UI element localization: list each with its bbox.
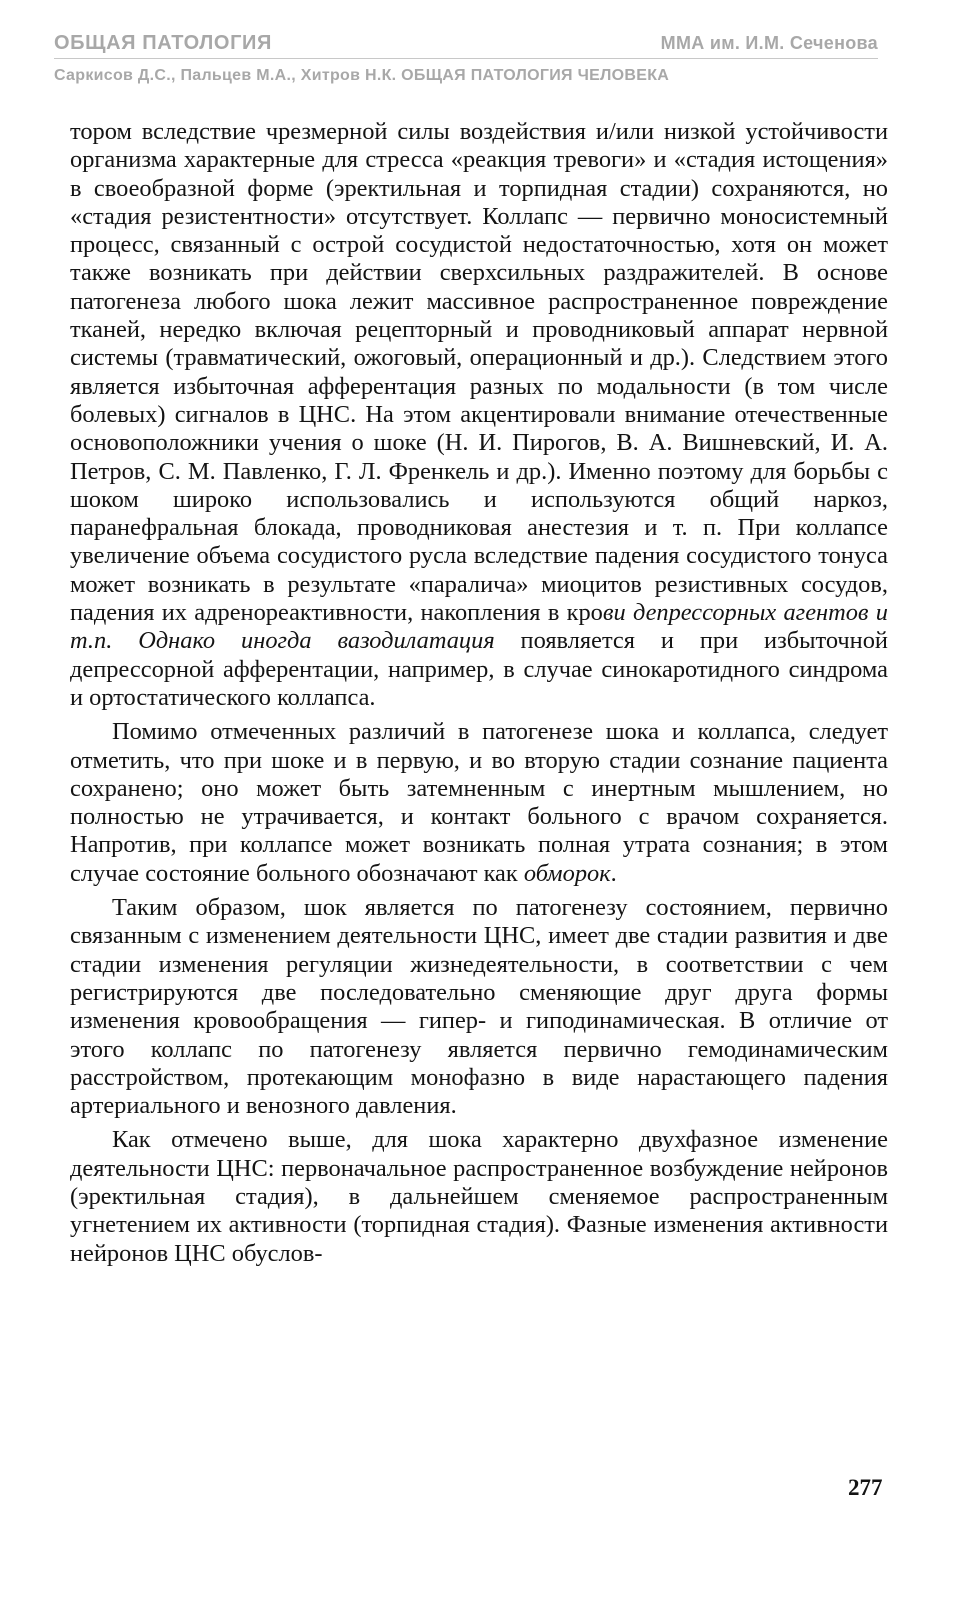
header-institution: ММА им. И.М. Сеченова — [660, 33, 878, 53]
paragraph-2 — [70, 718, 888, 888]
header-citation: Саркисов Д.С., Пальцев М.А., Хитров Н.К. ОБЩАЯ ПАТОЛОГИЯ ЧЕЛОВЕКА — [54, 67, 670, 84]
paragraph-2-end: . — [610, 859, 617, 887]
paragraph-1-italic: ви депрессорных агентов и т.п. Однако иногда вазодилатация — [70, 599, 889, 655]
page-body — [70, 118, 888, 1268]
page-number: 277 — [848, 1475, 883, 1500]
paragraph-2-text: Помимо отмеченных различий в патогенезе шока и коллапса, следует отметить, что при шоке и в первую, и во вторую стадии сознание пациента сохранено; оно может быть затемненным с инертным мышлением, но полностью не утрачивается, и контакт больного с врачом сохраняется. Напротив, при коллапсе может возникать полная утрата сознания; в этом случае состояние больного обозначают как — [70, 718, 888, 887]
header-subject: ОБЩАЯ ПАТОЛОГИЯ — [54, 32, 272, 54]
paragraph-1 — [70, 118, 888, 712]
header-top-row — [54, 30, 878, 59]
paragraph-2-italic-term: обморок — [523, 859, 611, 887]
paragraph-1-text-end: появляется и при избыточной депрессорной афферентации, например, в случае синокаротидного синдрома и ортостатического коллапса. — [70, 627, 888, 711]
paragraph-4: Как отмечено выше, для шока характерно двухфазное изменение деятельности ЦНС: первоначальное распространенное возбуждение нейронов (эректильная стадия), в дальнейшем сменяемое распространенным угнетением их активности (торпидная стадия). Фазные изменения активности нейронов ЦНС обуслов- — [70, 1126, 888, 1267]
paragraph-1-text: тором вследствие чрезмерной силы воздействия и/или низкой устойчивости организма характерные для стресса «реакция тревоги» и «стадия истощения» в своеобразной форме (эректильная и торпидная стадии) сохраняются, но «стадия резистентности» отсутствует. Коллапс — первично моносистемный процесс, связанный с острой сосудистой недостаточностью, хотя он может также возникать при действии сверхсильных раздражителей. В основе патогенеза любого шока лежит массивное распространенное повреждение тканей, нередко включая рецепторный и проводниковый аппарат нервной системы (травматический, ожоговый, операционный и др.). Следствием этого является избыточная афферентация разных по модальности (в том числе болевых) сигналов в ЦНС. На этом акцентировали внимание отечественные основоположники учения о шоке (Н. И. Пирогов, В. А. Вишневский, И. А. Петров, С. М. Павленко, Г. Л. Френкель и др.). Именно поэтому для борьбы с шоком широко использовались и используются общий наркоз, паранефральная блокада, проводниковая анестезия и т. п. При коллапсе увеличение объема сосудистого русла вследствие падения сосудистого тонуса может возникать в результате «паралича» миоцитов резистивных сосудов, падения их адренореактивности, накопления в кро — [70, 118, 888, 627]
running-header — [54, 30, 878, 87]
paragraph-3: Таким образом, шок является по патогенезу состоянием, первично связанным с изменением деятельности ЦНС, имеет две стадии развития и две стадии изменения регуляции жизнедеятельности, в соответствии с чем регистрируются две последовательно сменяющие друг друга формы изменения кровообращения — гипер- и гиподинамическая. В отличие от этого коллапс по патогенезу является первично гемодинамическим расстройством, протекающим монофазно в виде нарастающего падения артериального и венозного давления. — [70, 894, 888, 1120]
